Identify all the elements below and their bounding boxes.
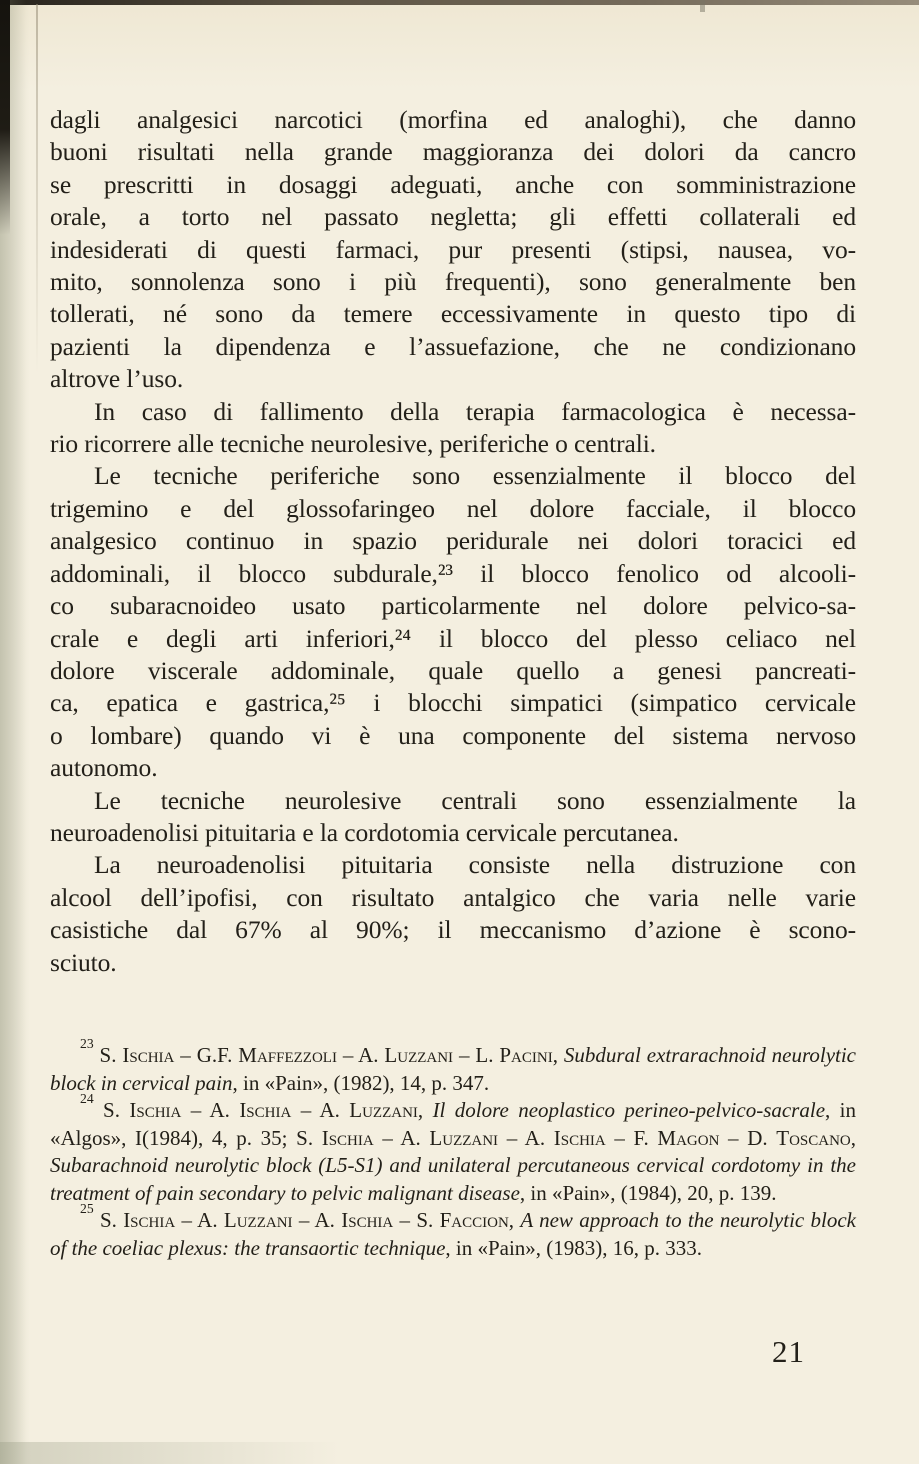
body-line: In caso di fallimento della terapia farmacologica è necessa- — [94, 396, 856, 426]
footnote-text: , — [552, 1043, 564, 1067]
body-line: co subaracnoideo usato particolarmente nel dolore pelvico-sa- — [50, 591, 856, 621]
footnote — [50, 1200, 857, 1262]
footnote-text: Ischia — [129, 1098, 182, 1122]
footnote-text: Faccion — [439, 1208, 509, 1232]
footnote — [50, 1090, 857, 1207]
footnote-text: , in «Algos», I(1984), 4, p. 35; S. — [50, 1098, 856, 1150]
footnote-text: – A. — [181, 1098, 240, 1122]
body-line: altrove l’uso. — [50, 364, 184, 394]
body-line: orale, a torto nel passato negletta; gli effetti collaterali ed — [50, 202, 856, 232]
footnote-text: S. — [93, 1043, 123, 1067]
body-line: dolore viscerale addominale, quale quello a genesi pancreati- — [50, 655, 856, 685]
body-line: La neuroadenolisi pituitaria consiste nella distruzione con — [94, 850, 856, 880]
footnote-text: Magon — [657, 1125, 720, 1150]
footnote-text: Luzzani — [429, 1125, 499, 1150]
footnote-text: Ischia — [122, 1043, 175, 1067]
footnote-text: – L. — [453, 1043, 500, 1067]
footnote-text: – A. — [291, 1098, 350, 1122]
body-line: pazienti la dipendenza e l’assuefazione, che ne condizionano — [50, 331, 856, 361]
footnote-text: , — [508, 1208, 521, 1232]
scan-smudge — [0, 1442, 340, 1464]
footnote-text: Ischia — [239, 1098, 292, 1122]
footnote-text: , in «Pain», (1982), 14, p. 347. — [232, 1070, 490, 1095]
footnote-text: Il dolore neoplastico perineo-pelvico-sacrale — [432, 1098, 826, 1122]
footnote-text: , in «Pain», (1984), 20, p. 139. — [519, 1180, 777, 1205]
footnote-text: Ischia — [321, 1125, 374, 1150]
footnote-text: Luzzani — [349, 1098, 418, 1122]
scan-crease-line — [36, 4, 38, 374]
footnote-text: S. — [93, 1098, 130, 1122]
footnote-text: – A. — [336, 1043, 385, 1067]
footnote-text: – A. — [292, 1208, 342, 1232]
footnote-marker: 25 — [80, 1200, 94, 1216]
paragraph — [50, 396, 856, 461]
body-line: sciuto. — [50, 947, 117, 977]
body-line: dagli analgesici narcotici (morfina ed analoghi), che danno — [50, 105, 856, 134]
body-line: indesiderati di questi farmaci, pur presenti (stipsi, nausea, vo- — [50, 234, 856, 264]
footnote-text: Ischia — [553, 1125, 606, 1150]
body-line: addominali, il blocco subdurale,²³ il blocco fenolico od alcooli- — [50, 558, 856, 588]
body-line: se prescritti in dosaggi adeguati, anche con somministrazione — [50, 169, 856, 199]
footnote-text: – A. — [498, 1125, 554, 1150]
footnote-text: – G.F. — [174, 1043, 239, 1067]
footnote-text: S. — [93, 1208, 124, 1232]
footnote-text: Maffezzoli — [238, 1043, 337, 1067]
paragraph — [50, 460, 856, 784]
footnote-text: Subdural extrarachnoid neurolytic block in cervical pain — [50, 1043, 857, 1095]
footnote-text: Subarachnoid neurolytic block (L5-S1) and unilateral percutaneous cervical cordotomy in the treatment of pain secondary to pelvic malignant disease — [50, 1153, 856, 1205]
footnote — [50, 1035, 857, 1097]
footnotes — [50, 1035, 857, 1262]
footnote-text: Ischia — [341, 1208, 394, 1232]
body-line: neuroadenolisi pituitaria e la cordotomia cervicale percutanea. — [50, 817, 679, 847]
body-line: rio ricorrere alle tecniche neurolesive, periferiche o centrali. — [50, 429, 656, 459]
footnote-text: Toscano — [776, 1125, 851, 1150]
footnote-marker: 23 — [80, 1035, 94, 1051]
footnote-text: Pacini — [499, 1043, 553, 1067]
body-line: mito, sonnolenza sono i più frequenti), sono generalmente ben — [50, 267, 856, 297]
footnote-text: – A. — [175, 1208, 224, 1232]
footnote-text: A new approach to the neurolytic block of the coeliac plexus: the transaortic technique — [50, 1208, 857, 1260]
body-line: Le tecniche neurolesive centrali sono essenzialmente la — [94, 785, 856, 815]
footnote-text: Luzzani — [223, 1208, 293, 1232]
footnote-text: , — [850, 1125, 857, 1150]
body-line: casistiche dal 67% al 90%; il meccanismo d’azione è scono- — [50, 915, 856, 945]
scan-edge-top — [0, 0, 919, 5]
body-line: o lombare) quando vi è una componente del sistema nervoso — [50, 720, 856, 750]
scan-mark — [700, 0, 705, 12]
footnote-text: – D. — [719, 1125, 777, 1150]
footnote-text: – F. — [605, 1125, 658, 1150]
paragraph — [50, 785, 856, 850]
body-line: ca, epatica e gastrica,²⁵ i blocchi simpatici (simpatico cervicale — [50, 688, 856, 718]
body-line: tollerati, né sono da temere eccessivamente in questo tipo di — [50, 299, 856, 329]
footnote-marker: 24 — [80, 1090, 94, 1106]
body-line: autonomo. — [50, 753, 158, 783]
body-line: crale e degli arti inferiori,²⁴ il blocco del plesso celiaco nel — [50, 623, 856, 653]
body-line: trigemino e del glossofaringeo nel dolore facciale, il blocco — [50, 493, 856, 523]
body-line: analgesico continuo in spazio peridurale nei dolori toracici ed — [50, 526, 856, 556]
body-text — [50, 104, 856, 979]
body-line: Le tecniche periferiche sono essenzialmente il blocco del — [94, 461, 856, 491]
footnote-text: – A. — [373, 1125, 430, 1150]
paragraph — [50, 104, 856, 396]
scan-corner-strip — [0, 0, 10, 235]
footnote-text: , — [417, 1098, 433, 1122]
footnote-text: Ischia — [123, 1208, 176, 1232]
body-line: buoni risultati nella grande maggioranza dei dolori da cancro — [50, 137, 856, 167]
footnote-text: , in «Pain», (1983), 16, p. 333. — [445, 1235, 703, 1260]
footnote-text: – S. — [393, 1208, 440, 1232]
body-line: alcool dell’ipofisi, con risultato antalgico che varia nelle varie — [50, 882, 856, 912]
paragraph — [50, 849, 856, 979]
page-number: 21 — [772, 1334, 805, 1369]
footnote-text: Luzzani — [384, 1043, 454, 1067]
